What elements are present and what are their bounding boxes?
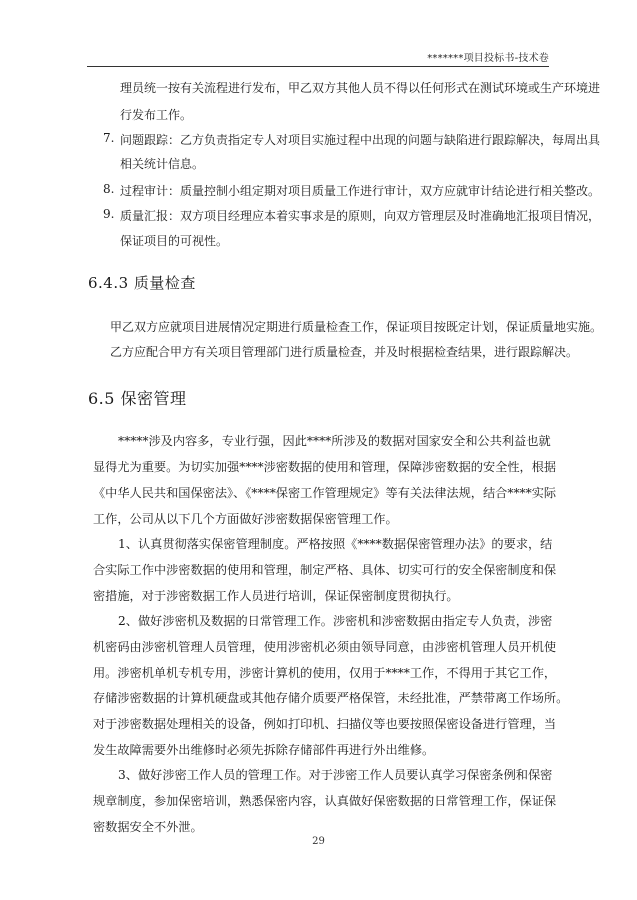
text-line: 问题跟踪：乙方负责指定专人对项目实施过程中出现的问题与缺陷进行跟踪解决，每周出具 xyxy=(120,133,601,147)
list-item-number: 7. xyxy=(103,131,115,145)
section-heading: 6.4.3 质量检查 xyxy=(88,274,196,292)
text-line: 合实际工作中涉密数据的使用和管理，制定严格、具体、切实可行的安全保密制度和保 xyxy=(93,563,557,577)
text-line: 《中华人民共和国保密法》、《****保密工作管理规定》等有关法律法规，结合****实际 xyxy=(93,486,557,500)
text-line: 2、做好涉密机及数据的日常管理工作。涉密机和涉密数据由指定专人负责，涉密 xyxy=(118,614,553,628)
text-line: *****涉及内容多，专业行强，因此****所涉及的数据对国家安全和公共利益也就 xyxy=(118,434,551,448)
text-line: 过程审计：质量控制小组定期对项目质量工作进行审计，双方应就审计结论进行相关整改。 xyxy=(120,184,601,198)
text-line: 甲乙双方应就项目进展情况定期进行质量检查工作，保证项目按既定计划，保证质量地实施。 xyxy=(110,320,603,334)
list-item-number: 8. xyxy=(103,182,115,196)
page-number: 29 xyxy=(312,836,325,847)
list-item-number: 9. xyxy=(103,207,115,221)
text-line: 密措施，对于涉密数据工作人员进行培训，保证保密制度贯彻执行。 xyxy=(93,589,459,603)
text-line: 1、认真贯彻落实保密管理制度。严格按照《****数据保密管理办法》的要求，结 xyxy=(118,537,553,551)
text-line: 乙方应配合甲方有关项目管理部门进行质量检查，并及时根据检查结果，进行跟踪解决。 xyxy=(110,345,579,359)
text-line: 3、做好涉密工作人员的管理工作。对于涉密工作人员要认真学习保密条例和保密 xyxy=(118,768,553,782)
section-heading: 6.5 保密管理 xyxy=(88,389,187,408)
text-line: 相关统计信息。 xyxy=(120,157,205,171)
text-line: 显得尤为重要。为切实加强****涉密数据的使用和管理，保障涉密数据的安全性，根据 xyxy=(93,460,557,474)
text-line: 规章制度，参加保密培训，熟悉保密内容，认真做好保密数据的日常管理工作，保证保 xyxy=(93,794,557,808)
text-line: 工作，公司从以下几个方面做好涉密数据保密管理工作。 xyxy=(93,512,398,526)
text-line: 用。涉密机单机专机专用，涉密计算机的使用，仅用于****工作，不得用于其它工作， xyxy=(93,666,557,680)
text-line: 发生故障需要外出维修时必须先拆除存储部件再进行外出维修。 xyxy=(93,743,435,757)
text-line: 对于涉密数据处理相关的设备，例如打印机、扫描仪等也要按照保密设备进行管理，当 xyxy=(93,717,557,731)
text-line: 机密码由涉密机管理人员管理，使用涉密机必须由领导同意，由涉密机管理人员开机使 xyxy=(93,640,557,654)
text-line: 密数据安全不外泄。 xyxy=(93,820,203,834)
page-header: *******项目投标书-技术卷 xyxy=(427,53,549,64)
text-line: 保证项目的可视性。 xyxy=(120,234,229,248)
text-line: 存储涉密数据的计算机硬盘或其他存储介质要严格保管，未经批准，严禁带离工作场所。 xyxy=(93,691,569,705)
header-divider xyxy=(87,66,549,67)
text-line: 质量汇报：双方项目经理应本着实事求是的原则，向双方管理层及时准确地汇报项目情况， xyxy=(120,209,601,223)
text-line: 理员统一按有关流程进行发布，甲乙双方其他人员不得以任何形式在测试环境或生产环境进 xyxy=(120,81,601,95)
text-line: 行发布工作。 xyxy=(120,108,193,122)
